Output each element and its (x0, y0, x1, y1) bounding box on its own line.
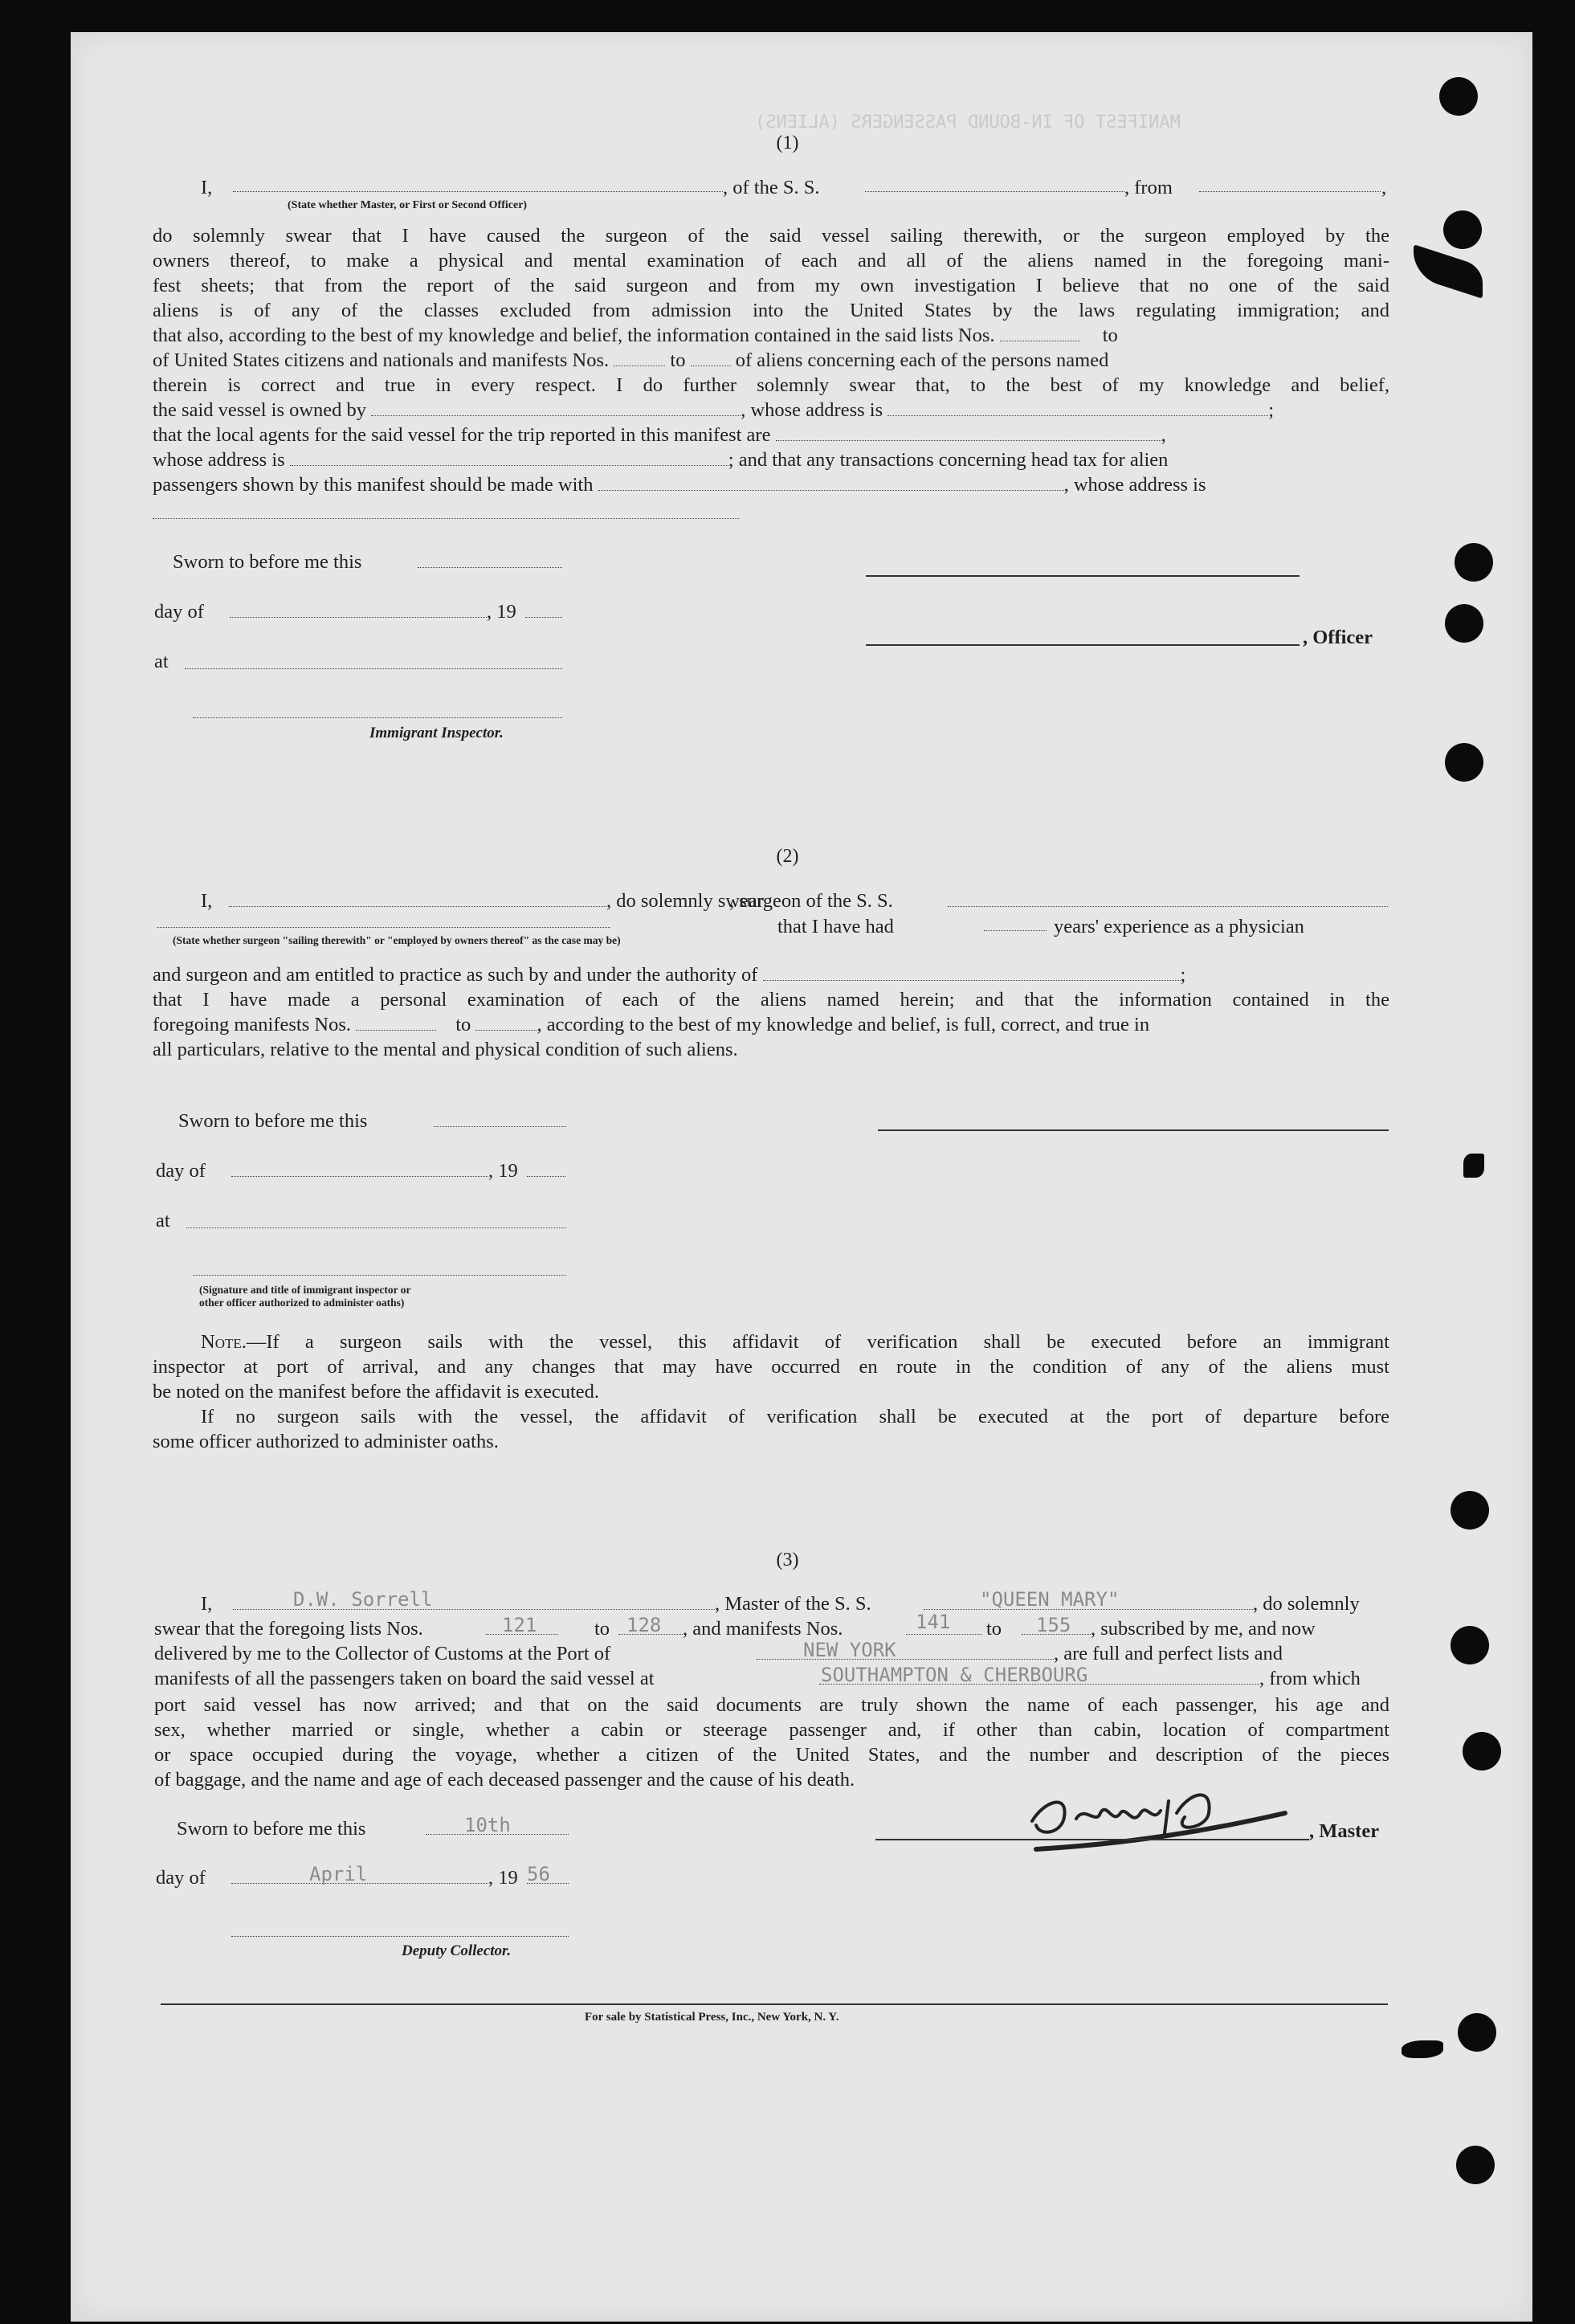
s3-master-signature-field[interactable] (875, 1839, 1309, 1840)
s3-manifests-all-text: manifests of all the passengers taken on board the said vessel at (154, 1668, 655, 1689)
note-label: Note. (201, 1331, 247, 1353)
s3-deputy-label: Deputy Collector. (402, 1942, 512, 1959)
s2-authority-field[interactable] (763, 964, 1181, 981)
s1-ship-field[interactable] (865, 191, 1124, 192)
note-line: be noted on the manifest before the affidavit is executed. (153, 1381, 600, 1403)
s3-ship-name: "QUEEN MARY" (980, 1588, 1120, 1611)
s2-swear-label: , do solemnly swear (606, 890, 764, 912)
s1-at-label: at (154, 651, 169, 672)
s1-officer-rank-field[interactable] (233, 191, 723, 192)
s3-year-prefix: , 19 (488, 1867, 518, 1889)
s1-owner-address-field[interactable] (887, 399, 1268, 416)
s2-inspector-signature-field[interactable] (193, 1275, 566, 1276)
s3-sworn-day: 10th (464, 1814, 511, 1836)
s1-inspector-label: Immigrant Inspector. (369, 725, 504, 741)
s3-full-perfect-text: , are full and perfect lists and (1054, 1643, 1283, 1664)
s1-para-line: fest sheets; that from the report of the said surgeon and from my own investigation I believe that no one of the said (153, 275, 1389, 296)
section-1-number: (1) (776, 133, 799, 153)
s1-head-tax-text: ; and that any transactions concerning head tax for alien (728, 449, 1169, 471)
s1-lists-from-field[interactable] (1000, 325, 1080, 341)
s1-year-field[interactable] (525, 617, 562, 618)
s3-master-of-label: , Master of the S. S. (715, 1593, 871, 1615)
s1-owner-field[interactable] (371, 399, 741, 416)
s1-from-field[interactable] (1199, 191, 1381, 192)
s1-to-label: to (1102, 325, 1118, 346)
s1-manifests-line (153, 348, 1389, 373)
s2-sworn-day-field[interactable] (434, 1126, 566, 1127)
s3-man-from-field[interactable] (906, 1634, 982, 1635)
s1-manifests-from-field[interactable] (614, 349, 665, 366)
s1-made-with-label: passengers shown by this manifest should be made with (153, 474, 594, 496)
s3-para-line: or space occupied during the voyage, whether a citizen of the United States, and the number and description of the pieces (154, 1744, 1389, 1766)
s2-authority-label: and surgeon and am entitled to practice as such by and under the authority of (153, 964, 758, 986)
s3-para-line: of baggage, and the name and age of each deceased passenger and the cause of his death. (154, 1769, 855, 1791)
s3-lists-label: swear that the foregoing lists Nos. (154, 1618, 423, 1640)
s3-list-to: 128 (626, 1614, 662, 1636)
s1-comma: , (1161, 424, 1166, 446)
note-text: —If a surgeon sails with the vessel, this affidavit of verification shall be executed before an immigrant (246, 1331, 1389, 1353)
s2-month-field[interactable] (231, 1176, 488, 1177)
note-line: If no surgeon sails with the vessel, the affidavit of verification shall be executed at the port of departure before (201, 1406, 1389, 1427)
s1-to-label: to (670, 349, 686, 371)
s2-semicolon: ; (1180, 964, 1186, 986)
s3-deputy-signature-field[interactable] (231, 1936, 569, 1937)
s1-lists-line (153, 323, 1389, 348)
s2-sig-hint: (Signature and title of immigrant inspector or (199, 1284, 411, 1296)
s1-day-of-label: day of (154, 601, 204, 623)
s1-month-field[interactable] (230, 617, 487, 618)
s2-manifests-label: foregoing manifests Nos. (153, 1014, 351, 1035)
s2-according-text: , according to the best of my knowledge and belief, is full, correct, and true in (537, 1014, 1150, 1035)
section-2-number: (2) (776, 846, 799, 867)
s1-agents-label: that the local agents for the said vessel for the trip reported in this manifest are (153, 424, 771, 446)
section-3-number: (3) (776, 1550, 799, 1570)
s1-inspector-signature-field[interactable] (193, 717, 562, 718)
s1-agents-line (153, 423, 1389, 447)
s3-day-of-label: day of (156, 1867, 206, 1889)
s1-para-line: that also, according to the best of my knowledge and belief, the information contained in the said lists Nos. (153, 325, 995, 346)
s2-years-label: years' experience as a physician (1054, 916, 1304, 937)
s1-semicolon: ; (1268, 399, 1275, 421)
s2-year-field[interactable] (527, 1176, 565, 1177)
s3-year-suffix: 56 (527, 1863, 550, 1885)
s2-to-label: to (455, 1014, 471, 1035)
s1-of-aliens-text: of aliens concerning each of the persons named (735, 349, 1109, 371)
note-line: inspector at port of arrival, and any changes that may have occurred en route in the condition of any of the aliens must (153, 1356, 1389, 1378)
s2-surgeon-signature-field[interactable] (878, 1129, 1389, 1131)
s1-head-tax-field[interactable] (598, 474, 1064, 491)
s2-surgeon-hint: (State whether surgeon "sailing therewith" or "employed by owners thereof" as the case may be) (173, 934, 621, 946)
s2-manifests-line (153, 1012, 1389, 1037)
s3-para-line: port said vessel has now arrived; and that on the said documents are truly shown the name of each passenger, his age and (154, 1694, 1389, 1716)
s1-manifests-to-field[interactable] (691, 349, 731, 366)
punch-hole (1458, 2013, 1496, 2052)
s3-port-field[interactable] (757, 1659, 1054, 1660)
s1-para-line: owners thereof, to make a physical and mental examination of each and all of the aliens named in the foregoing mani- (153, 250, 1389, 272)
s2-manifests-to-field[interactable] (475, 1014, 537, 1031)
s1-agents-field[interactable] (776, 424, 1161, 441)
s1-para-line: do solemnly swear that I have caused the surgeon of the said vessel sailing therewith, or the surgeon employed by the (153, 225, 1389, 247)
s2-surgeon-type-field[interactable] (229, 906, 606, 907)
s3-man-to: 155 (1036, 1614, 1071, 1636)
s1-para-line: of United States citizens and nationals and manifests Nos. (153, 349, 610, 371)
s1-rank-hint: (State whether Master, or First or Second Officer) (288, 199, 528, 211)
s1-whose-address-label: , whose address is (1063, 474, 1206, 496)
s2-sworn-label: Sworn to before me this (178, 1110, 368, 1132)
s2-surgeon-of-label: , surgeon of the S. S. (729, 890, 893, 912)
s3-do-solemnly-label: , do solemnly (1253, 1593, 1360, 1615)
punch-hole (1455, 543, 1493, 582)
s1-at-field[interactable] (185, 668, 562, 669)
s3-master-label: , Master (1309, 1820, 1380, 1842)
s1-agent-address-field[interactable] (290, 449, 728, 466)
s2-year-label: , 19 (488, 1160, 518, 1182)
note-line: some officer authorized to administer oaths. (153, 1431, 499, 1452)
s3-subscribed-text: , subscribed by me, and now (1091, 1618, 1316, 1640)
note-line (153, 1329, 1389, 1354)
s2-surgeon-type-field-2[interactable] (157, 927, 610, 928)
s3-i-label: I, (201, 1593, 213, 1615)
s1-para-line: therein is correct and true in every respect. I do further solemnly swear that, to the best of my knowledge and belief, (153, 374, 1389, 396)
footer-rule (161, 2003, 1388, 2005)
torn-edge (1402, 2040, 1443, 2058)
s2-para-line: all particulars, relative to the mental and physical condition of such aliens. (153, 1039, 738, 1060)
s3-to-label: to (986, 1618, 1002, 1640)
footer-text: For sale by Statistical Press, Inc., New York, N. Y. (585, 2011, 839, 2024)
s2-authority-line (153, 962, 1389, 987)
punch-hole (1451, 1626, 1489, 1664)
s1-from-label: , from (1124, 177, 1173, 198)
s2-at-field[interactable] (186, 1227, 566, 1228)
s2-ship-field[interactable] (948, 906, 1388, 907)
s2-para-line: that I have made a personal examination of each of the aliens named herein; and that the information contained in the (153, 989, 1389, 1011)
s1-comma: , (1381, 177, 1387, 198)
s3-month: April (309, 1863, 368, 1885)
s2-years-field[interactable] (984, 930, 1047, 931)
punch-hole (1439, 77, 1478, 116)
punch-hole (1463, 1732, 1501, 1771)
s2-i-label: I, (201, 890, 213, 912)
s1-head-tax-address-field[interactable] (153, 518, 739, 519)
s2-manifests-from-field[interactable] (356, 1014, 436, 1031)
s1-agent-address-line (153, 447, 1389, 472)
punch-hole (1445, 604, 1483, 643)
s1-year-label: , 19 (487, 601, 516, 623)
punch-hole (1456, 2146, 1495, 2184)
s3-manifests-label: , and manifests Nos. (683, 1618, 843, 1640)
punch-hole (1445, 743, 1483, 782)
s1-head-tax-line (153, 472, 1389, 497)
s3-para-line: sex, whether married or single, whether a cabin or steerage passenger and, if other than cabin, location of compartment (154, 1719, 1389, 1741)
s2-sig-hint: other officer authorized to administer oaths) (199, 1297, 405, 1309)
s3-delivered-text: delivered by me to the Collector of Customs at the Port of (154, 1643, 611, 1664)
s1-sworn-day-field[interactable] (418, 567, 562, 568)
s1-whose-address-label: , whose address is (741, 399, 883, 421)
s3-to-label: to (594, 1618, 610, 1640)
s3-master-name: D.W. Sorrell (293, 1588, 433, 1611)
s1-whose-address-label: whose address is (153, 449, 285, 471)
s1-owner-line (153, 398, 1389, 423)
torn-edge (1463, 1154, 1484, 1178)
s1-sworn-label: Sworn to before me this (173, 551, 362, 573)
s1-of-ss-label: , of the S. S. (723, 177, 820, 198)
s1-officer-field[interactable] (866, 644, 1300, 646)
master-signature (1020, 1769, 1325, 1873)
s1-para-line: aliens is of any of the classes excluded from admission into the United States by the laws regulating immigration; and (153, 300, 1389, 321)
s3-list-from: 121 (502, 1614, 537, 1636)
s1-officer-label: , Officer (1303, 627, 1373, 648)
s2-day-of-label: day of (156, 1160, 206, 1182)
s3-sworn-label: Sworn to before me this (177, 1818, 366, 1840)
s3-port: NEW YORK (803, 1639, 896, 1661)
s1-officer-signature-field[interactable] (866, 575, 1300, 577)
s3-from-port: SOUTHAMPTON & CHERBOURG (821, 1664, 1088, 1686)
s1-i-label: I, (201, 177, 213, 198)
s2-had-label: that I have had (777, 916, 894, 937)
s2-at-label: at (156, 1210, 170, 1231)
s3-from-which-text: , from which (1259, 1668, 1361, 1689)
punch-hole (1451, 1491, 1489, 1530)
s1-owned-by-label: the said vessel is owned by (153, 399, 367, 421)
punch-hole (1443, 210, 1482, 249)
bleed-through-text: MANIFEST OF IN-BOUND PASSENGERS (ALIENS) (755, 112, 1181, 133)
s3-man-from: 141 (916, 1611, 951, 1633)
